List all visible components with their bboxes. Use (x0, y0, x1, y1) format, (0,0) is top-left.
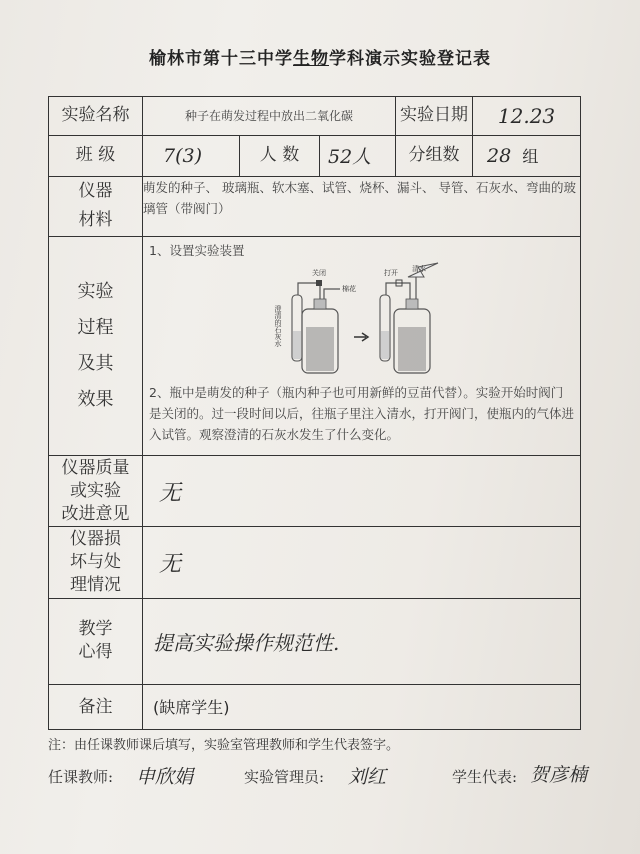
materials-label-line1: 仪器 (78, 181, 113, 202)
materials-value: 萌发的种子、 玻璃瓶、软木塞、试管、烧杯、漏斗、 导管、石灰水、弯曲的玻璃管（带阀门） (143, 176, 581, 236)
process-label-line4: 效果 (77, 388, 114, 410)
quality-label-line2: 或实验 (70, 480, 121, 501)
experience-label-line2: 心得 (78, 642, 113, 663)
class-value: 7(3) (143, 135, 240, 176)
form-title (100, 44, 540, 69)
right-lime-water (381, 331, 389, 359)
experiment-date-value: 12.23 (473, 97, 581, 136)
experience-label-line1: 教学 (78, 618, 113, 639)
experiment-date-label: 实验日期 (396, 97, 473, 136)
label-valve-closed: 关闭 (311, 268, 326, 277)
row-experiment-name (49, 97, 581, 136)
row-remark (49, 684, 581, 729)
signature-row (48, 758, 608, 798)
materials-label (49, 176, 143, 236)
quality-label-line1: 仪器质量 (61, 457, 130, 478)
right-seeds (398, 327, 426, 371)
damage-value: 无 (143, 527, 581, 599)
label-lime-water: 澄清的石灰水 (273, 304, 282, 347)
left-setup (274, 268, 356, 373)
left-short-tube (324, 289, 340, 299)
quality-label (49, 455, 143, 526)
right-cork (406, 299, 418, 309)
left-lime-water (293, 331, 301, 359)
manager-label: 实验管理员: (244, 768, 325, 786)
count-label: 人 数 (240, 135, 320, 176)
class-label: 班 级 (49, 135, 143, 176)
process-label-line2: 过程 (77, 316, 114, 338)
label-water: 清水 (411, 264, 426, 273)
right-setup (380, 263, 438, 373)
damage-label-line3: 理情况 (70, 575, 121, 596)
damage-label-line1: 仪器损 (70, 529, 121, 550)
process-label (49, 236, 143, 455)
groups-label: 分组数 (396, 135, 473, 176)
title-prefix: 榆林市第十三中学 (149, 49, 293, 69)
apparatus-svg (262, 261, 462, 379)
process-label-line1: 实验 (77, 280, 114, 302)
experiment-name-label: 实验名称 (49, 97, 143, 136)
manager-signature: 刘红 (348, 766, 387, 788)
experience-label (49, 598, 143, 684)
quality-value: 无 (143, 455, 581, 526)
quality-label-line3: 改进意见 (61, 503, 130, 524)
transition-arrow-icon (354, 333, 368, 341)
row-process (49, 236, 581, 455)
student-signature: 贺彦楠 (530, 764, 588, 786)
experience-value: 提高实验操作规范性. (143, 598, 581, 684)
left-seeds (306, 327, 334, 371)
remark-value: (缺席学生) (143, 684, 581, 729)
row-damage (49, 527, 581, 599)
left-valve-closed (316, 280, 322, 286)
row-quality (49, 455, 581, 526)
process-content (143, 236, 581, 455)
experiment-name-value: 种子在萌发过程中放出二氧化碳 (143, 97, 396, 136)
title-subject: 生物 (293, 49, 329, 69)
apparatus-diagram (149, 259, 574, 382)
process-step1: 1、设置实验装置 (149, 242, 245, 258)
damage-label (49, 527, 143, 599)
remark-label: 备注 (49, 684, 143, 729)
label-valve-open: 打开 (383, 268, 398, 277)
row-materials (49, 176, 581, 236)
left-cork (314, 299, 326, 309)
row-class-info (49, 135, 581, 176)
label-cotton: 棉花 (341, 284, 356, 293)
groups-cell (473, 135, 581, 176)
groups-value: 28 (487, 145, 512, 168)
process-step2: 2、瓶中是萌发的种子（瓶内种子也可用新鲜的豆苗代替）。实验开始时阀门是关闭的。过一段时间以后，往瓶子里注入清水，打开阀门，使瓶内的气体进入试管。观察澄清的石灰水发生了什么变化。 (149, 384, 575, 443)
teacher-signature: 申欣娟 (136, 766, 194, 788)
teacher-label: 任课教师: (48, 768, 114, 786)
materials-label-line2: 材料 (78, 210, 113, 231)
count-value: 52人 (320, 135, 396, 176)
title-suffix: 学科演示实验登记表 (329, 49, 491, 69)
footer-note: 注：由任课教师课后填写，实验室管理教师和学生代表签字。 (48, 738, 400, 753)
damage-label-line2: 坏与处 (70, 552, 121, 573)
registration-table (48, 96, 581, 730)
groups-unit: 组 (522, 147, 539, 167)
student-label: 学生代表: (452, 768, 518, 786)
row-experience (49, 598, 581, 684)
process-label-line3: 及其 (77, 352, 114, 374)
